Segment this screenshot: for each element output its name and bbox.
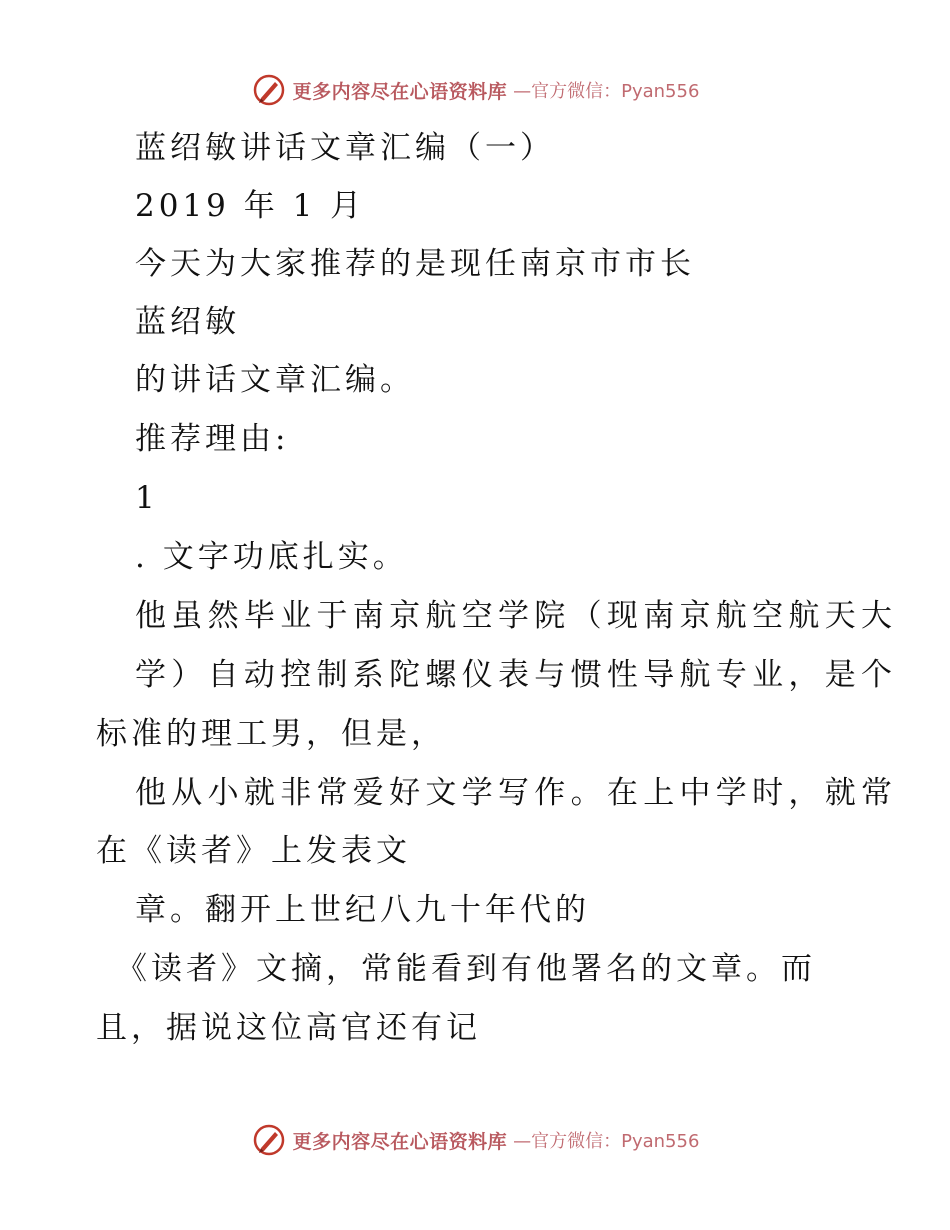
paragraph-line: 《读者》文摘，常能看到有他署名的文章。而 <box>116 951 816 987</box>
watermark-banner-bottom <box>0 1118 950 1162</box>
paragraph-line: 学）自动控制系陀螺仪表与惯性导航专业，是个 <box>135 657 898 693</box>
watermark-main-text: 更多内容尽在心语资料库 <box>292 1130 508 1153</box>
paragraph-line: 今天为大家推荐的是现任南京市市长 <box>135 246 695 282</box>
list-number: 1 <box>135 480 159 516</box>
pen-logo-icon <box>251 1122 287 1158</box>
section-heading: 推荐理由: <box>135 421 290 457</box>
watermark-wechat-text: —官方微信：Pyan556 <box>513 1131 700 1152</box>
paragraph-line: 的讲话文章汇编。 <box>135 362 415 398</box>
watermark-wechat-text: —官方微信：Pyan556 <box>513 81 700 102</box>
document-title: 蓝绍敏讲话文章汇编（一） <box>135 130 555 166</box>
paragraph-line: 章。翻开上世纪八九十年代的 <box>135 892 590 928</box>
paragraph-line: 蓝绍敏 <box>135 304 240 340</box>
watermark-main-text: 更多内容尽在心语资料库 <box>292 80 508 103</box>
paragraph-line: 且，据说这位高官还有记 <box>96 1010 481 1046</box>
paragraph-line: 标准的理工男，但是， <box>96 716 446 752</box>
document-date: 2019 年 1 月 <box>135 188 366 224</box>
paragraph-line: 他从小就非常爱好文学写作。在上中学时，就常 <box>135 775 898 811</box>
paragraph-line: 他虽然毕业于南京航空学院（现南京航空航天大 <box>135 598 898 634</box>
paragraph-line: 在《读者》上发表文 <box>96 833 411 869</box>
list-item-text: . 文字功底扎实。 <box>135 539 408 575</box>
